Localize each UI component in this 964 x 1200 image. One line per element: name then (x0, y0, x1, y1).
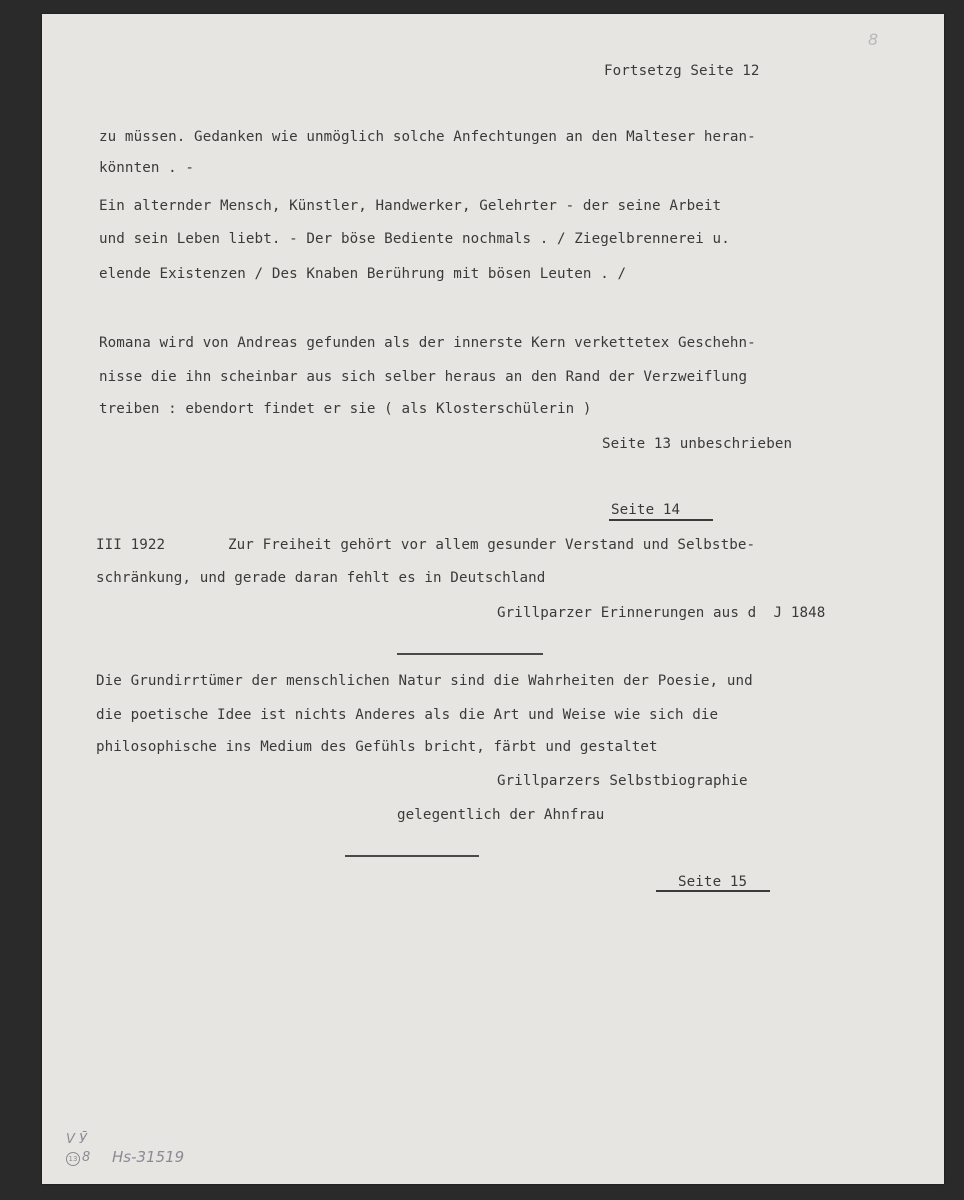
quote2-source-2: gelegentlich der Ahnfrau (397, 807, 605, 823)
archive-stamp-circle: 13 (66, 1152, 80, 1166)
page14-heading: Seite 14 (611, 502, 681, 518)
page15-heading: Seite 15 (678, 874, 748, 890)
quote1-date: III 1922 (96, 537, 166, 553)
section-divider-2 (345, 855, 479, 857)
quote2-source-1: Grillparzers Selbstbiographie (497, 773, 748, 789)
quote2-line-3: philosophische ins Medium des Gefühls bricht, färbt und gestaltet (96, 739, 658, 755)
section-divider-1 (397, 653, 543, 655)
paragraph1-line-3: Ein alternder Mensch, Künstler, Handwerker, Gelehrter - der seine Arbeit (99, 198, 722, 214)
paragraph1-line-1: zu müssen. Gedanken wie unmöglich solche Anfechtungen an den Malteser heran- (99, 129, 756, 145)
quote1-source: Grillparzer Erinnerungen aus d J 1848 (497, 605, 826, 621)
paragraph1-line-4: und sein Leben liebt. - Der böse Bediente nochmals . / Ziegelbrennerei u. (99, 231, 730, 247)
quote2-line-2: die poetische Idee ist nichts Anderes als die Art und Weise wie sich die (96, 707, 719, 723)
archive-mark-suffix: 8 (82, 1150, 91, 1165)
quote2-line-1: Die Grundirrtümer der menschlichen Natur sind die Wahrheiten der Poesie, und (96, 673, 753, 689)
quote1-line-1: Zur Freiheit gehört vor allem gesunder Verstand und Selbstbe- (228, 537, 756, 553)
paragraph2-line-2: nisse die ihn scheinbar aus sich selber heraus an den Rand der Verzweiflung (99, 369, 748, 385)
paragraph1-line-5: elende Existenzen / Des Knaben Berührung mit bösen Leuten . / (99, 266, 627, 282)
quote1-line-2: schränkung, und gerade daran fehlt es in Deutschland (96, 570, 546, 586)
archive-signature: Hs-31519 (112, 1148, 185, 1166)
document-page (42, 14, 944, 1184)
continuation-header: Fortsetzg Seite 12 (604, 63, 760, 79)
paragraph1-line-2: könnten . - (99, 160, 195, 176)
page14-heading-underline (609, 519, 713, 521)
paragraph2-line-3: treiben : ebendort findet er sie ( als Klosterschülerin ) (99, 401, 592, 417)
page13-note: Seite 13 unbeschrieben (602, 436, 793, 452)
page15-heading-underline (656, 890, 770, 892)
pencil-page-number: 8 (868, 30, 879, 49)
archive-mark-volume: V Ӯ (66, 1132, 87, 1147)
paragraph2-line-1: Romana wird von Andreas gefunden als der innerste Kern verkettetex Geschehn- (99, 335, 756, 351)
